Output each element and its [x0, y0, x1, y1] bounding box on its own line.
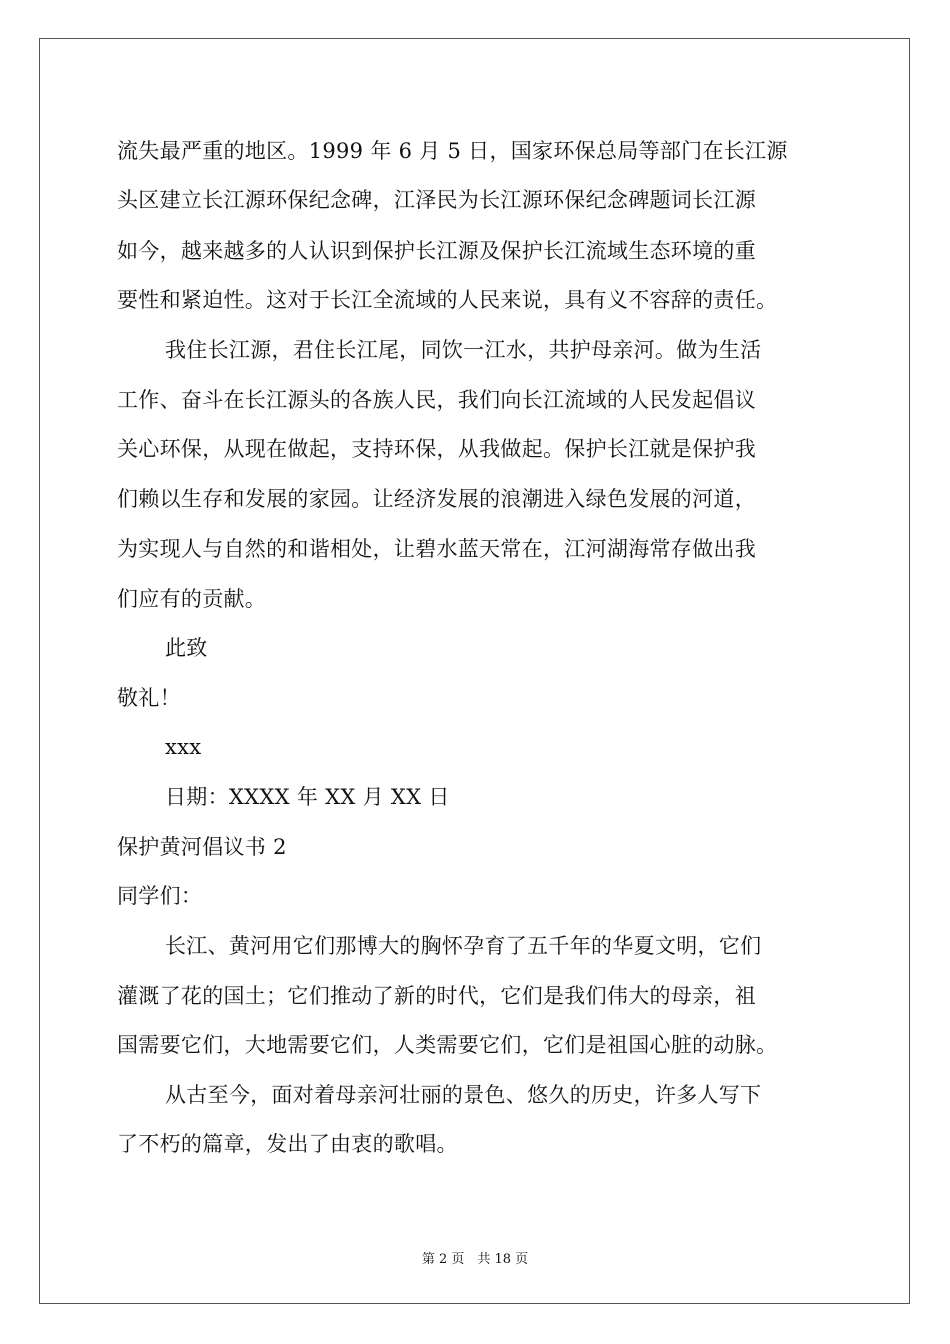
body-line-6: 工作、奋斗在长江源头的各族人民，我们向长江流域的人民发起倡议: [117, 388, 756, 412]
body-line-5: 我住长江源，君住长江尾，同饮一江水，共护母亲河。做为生活: [165, 338, 762, 362]
body-line-10: 们应有的贡献。: [117, 587, 267, 611]
closing-salutation: 此致: [165, 636, 208, 660]
body-line-9: 为实现人与自然的和谐相处，让碧水蓝天常在，江河湖海常存做出我: [117, 537, 756, 561]
body-line-15: 了不朽的篇章，发出了由衷的歌唱。: [117, 1132, 458, 1156]
signature-date: 日期：XXXX 年 XX 月 XX 日: [165, 785, 450, 809]
greeting: 同学们：: [117, 884, 203, 908]
body-line-1: 流失最严重的地区。1999 年 6 月 5 日，国家环保总局等部门在长江源: [117, 139, 788, 163]
body-line-11: 长江、黄河用它们那博大的胸怀孕育了五千年的华夏文明，它们: [165, 934, 762, 958]
body-line-2: 头区建立长江源环保纪念碑，江泽民为长江源环保纪念碑题词长江源: [117, 188, 756, 212]
page-frame: [39, 38, 910, 1304]
body-line-4: 要性和紧迫性。这对于长江全流域的人民来说，具有义不容辞的责任。: [117, 288, 778, 312]
closing-respect: 敬礼！: [117, 686, 181, 710]
body-line-7: 关心环保，从现在做起，支持环保，从我做起。保护长江就是保护我: [117, 437, 756, 461]
page-number-footer: 第 2 页 共 18 页: [421, 1252, 529, 1267]
body-line-3: 如今，越来越多的人认识到保护长江源及保护长江流域生态环境的重: [117, 239, 756, 263]
body-line-14: 从古至今，面对着母亲河壮丽的景色、悠久的历史，许多人写下: [165, 1083, 762, 1107]
body-line-12: 灌溉了花的国土；它们推动了新的时代，它们是我们伟大的母亲，祖: [117, 984, 756, 1008]
section-title: 保护黄河倡议书 2: [117, 835, 287, 859]
signature-name: xxx: [165, 735, 202, 759]
body-line-8: 们赖以生存和发展的家园。让经济发展的浪潮进入绿色发展的河道，: [117, 487, 756, 511]
body-line-13: 国需要它们，大地需要它们，人类需要它们，它们是祖国心脏的动脉。: [117, 1033, 778, 1057]
